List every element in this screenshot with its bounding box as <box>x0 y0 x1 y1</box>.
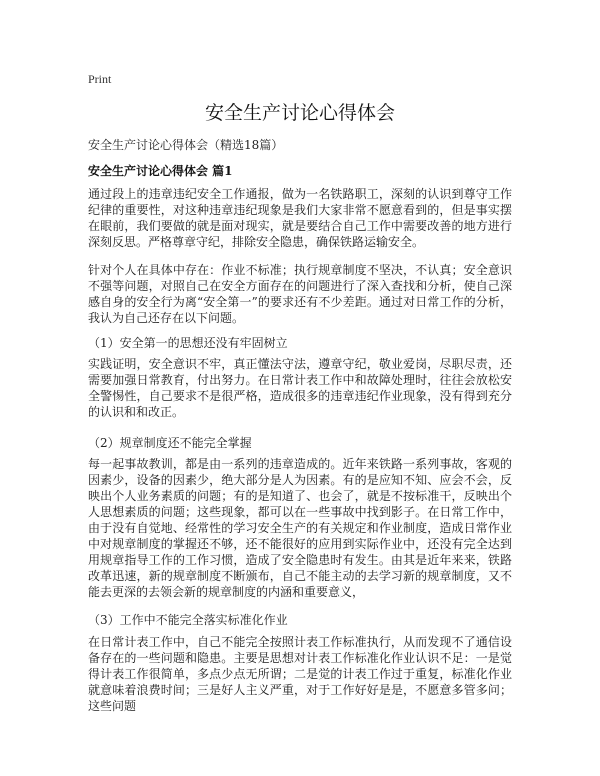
paragraph: 实践证明，安全意识不牢，真正懂法守法，遵章守纪，敬业爱岗，尽职尽责，还需要加强日常教育，付出努力。在日常计表工作中和故障处理时，往往会放松安全警惕性，自己要求不是很严格，造成很多的违章违纪作业现象，没有得到充分的认识和和改正。 <box>88 357 512 419</box>
sub-heading: （1）安全第一的思想还没有牢固树立 <box>88 336 288 350</box>
sub-heading: （3）工作中不能完全落实标准化作业 <box>88 613 288 627</box>
paragraph: 每一起事故教训，都是由一系列的违章造成的。近年来铁路一系列事故，客观的因素少，设备的因素少，绝大部分是人为因素。有的是应知不知、应会不会，反映出个人业务素质的问题；有的是知道了、也会了，就是不按标准干，反映出个人思想素质的问题；这些现象，都可以在一些事故中找到影子。在日常工作中，由于没有自觉地、经常性的学习安全生产的有关规定和作业制度，造成日常作业中对规章制度的掌握还不够，还不能很好的应用到实际作业中，还没有完全达到用规章指导工作的工作习惯，造成了安全隐患时有发生。由其是近年来来，铁路改革迅速，新的规章制度不断颁布，自己不能主动的去学习新的规章制度，又不能去更深的去领会新的规章制度的内涵和重要意义， <box>88 457 512 599</box>
paragraph: 针对个人在具体中存在：作业不标准；执行规章制度不坚决，不认真；安全意识不强等问题，对照自己在安全方面存在的问题进行了深入查找和分析，使自己深感自身的安全行为离“安全第一”的要求还有不少差距。通过对日常工作的分析，我认为自己还存在以下问题。 <box>88 263 512 325</box>
section-title: 安全生产讨论心得体会 篇1 <box>88 164 233 178</box>
paragraph: 通过段上的违章违纪安全工作通报，做为一名铁路职工，深刻的认识到尊守工作纪律的重要性，对这种违章违纪现象是我们大家非常不愿意看到的，但是事实摆在眼前，我们要做的就是面对现实，就是要结合自己工作中需要改善的地方进行深刻反思。严格尊章守纪，排除安全隐患，确保铁路运输安全。 <box>88 187 512 249</box>
document-subtitle: 安全生产讨论心得体会（精选18篇） <box>88 138 284 152</box>
sub-heading: （2）规章制度还不能完全掌握 <box>88 436 252 450</box>
paragraph: 在日常计表工作中，自己不能完全按照计表工作标准执行，从而发现不了通信设备存在的一些问题和隐患。主要是思想对计表工作标准化作业认识不足：一是觉得计表工作很简单，多点少点无所谓；二是觉的计表工作过于重复，标准化作业就意味着浪费时间；三是好人主义严重，对于工作好好是是，不愿意多管多问；这些问题 <box>88 635 512 713</box>
document-title: 安全生产讨论心得体会 <box>204 102 395 124</box>
print-label: Print <box>88 72 112 86</box>
